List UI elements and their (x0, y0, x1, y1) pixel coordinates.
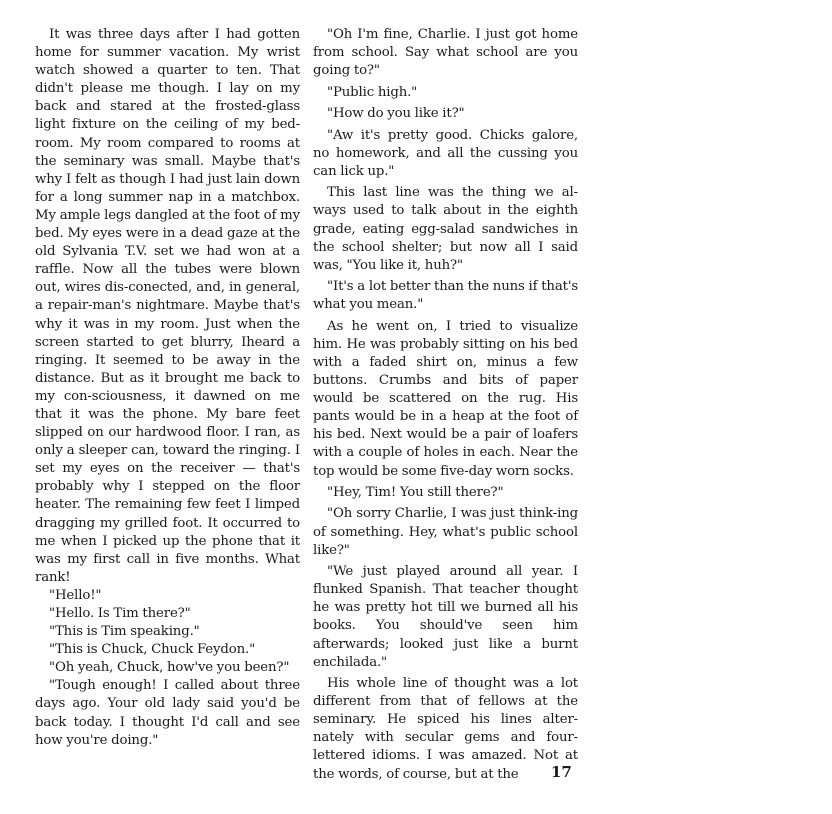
paragraph-dialogue: "This is Chuck, Chuck Feydon." (49, 642, 256, 658)
paragraph-dialogue: "Oh sorry Charlie, I was just think-ing of something. Hey, what's public school like?" (313, 506, 578, 558)
paragraph-dialogue: "Hello!" (49, 587, 102, 603)
paragraph-narrative: This last line was the thing we al-ways used to talk about in the eighth grade, eating egg-salad sandwiches in the school shelter; but now all I said was, "You like it, huh?" (313, 185, 578, 273)
paragraph-dialogue: "This is Tim speaking." (49, 624, 200, 640)
paragraph-dialogue: "Aw it's pretty good. Chicks galore, no homework, and all the cussing you can lick up." (313, 127, 578, 179)
paragraph-dialogue: "Hey, Tim! You still there?" (327, 484, 504, 500)
paragraph-dialogue: "Hello. Is Tim there?" (49, 606, 191, 621)
paragraph-dialogue: "It's a lot better than the nuns if that's what you mean." (313, 279, 578, 313)
paragraph-narrative: His whole line of thought was a lot different from that of fellows at the seminary. He spiced his lines alter-nately with secular gems and four-lettered idioms. I was amazed. Not at the words, of course, but at the (313, 676, 578, 782)
paragraph-dialogue: "Tough enough! I called about three days ago. Your old lady said you'd be back today. I thought I'd call and see how you're doing." (35, 678, 300, 748)
paragraph-dialogue: "How do you like it?" (327, 106, 465, 122)
paragraph-dialogue: "Oh yeah, Chuck, how've you been?" (49, 660, 290, 676)
paragraph-dialogue: "Oh I'm fine, Charlie. I just got home from school. Say what school are you going to?" (313, 27, 578, 79)
paragraph-narrative-opening: It was three days after I had gotten home for summer vacation. My wrist watch showed a quarter to ten. That didn't please me though. I lay on my back and stared at the frosted-glass light fixture on the ceiling of my bed-room. My room compared to rooms at the seminary was small. Maybe that's why I felt as though I had just lain down for a long summer nap in a matchbox. My ample legs dangled at the foot of my bed. My eyes were in a dead gaze at the old Sylvania T.V. set we had won at a raffle. Now all the tubes were blown out, wires dis-conected, and, in general, a repair-man's nightmare. Maybe that's why it was in my room. Just when the screen started to get blurry, Iheard a ringing. It seemed to be away in the distance. But as it brought me back to my con-sciousness, it dawned on me that it was the phone. My bare feet slipped on our hardwood floor. I ran, as only a sleeper can, toward the ringing. I set my eyes on the receiver — that's probably why I stepped on the floor heater. The remaining few feet I limped dragging my grilled foot. It occurred to me when I picked up the phone that it was my first call in five months. What rank! (35, 27, 300, 585)
paragraph-dialogue: "Public high." (327, 84, 418, 100)
paragraph-narrative: As he went on, I tried to visualize him. He was probably sitting on his bed with a faded shirt on, minus a few buttons. Crumbs and bits of paper would be scattered on the rug. His pants would be in a heap at the foot of his bed. Next would be a pair of loafers with a couple of holes in each. Near the top would be some five-day worn socks. (313, 318, 578, 479)
left-text-column (35, 26, 300, 750)
paragraph-dialogue: "We just played around all year. I flunked Spanish. That teacher thought he was pretty hot till we burned all his books. You should've seen him afterwards; looked just like a burnt enchilada." (313, 564, 578, 670)
page-number: 17 (551, 763, 572, 781)
right-text-column (313, 26, 578, 787)
